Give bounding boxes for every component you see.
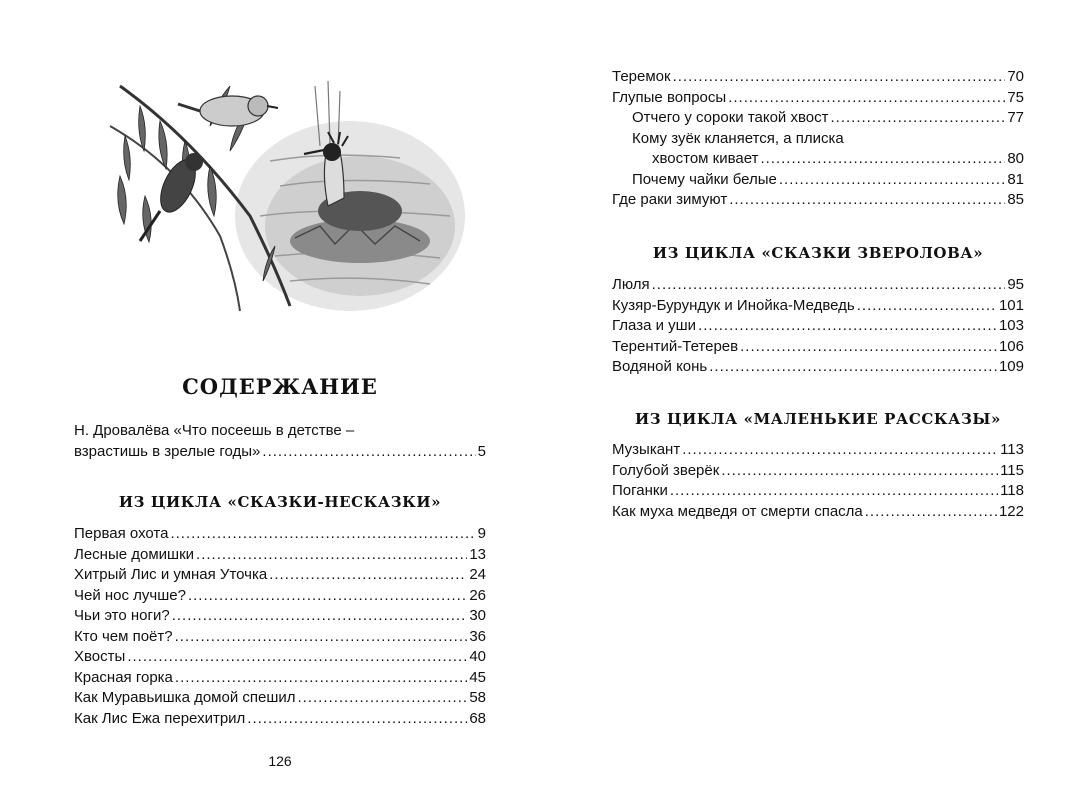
dot-leader — [298, 688, 468, 709]
toc-entry — [612, 502, 1024, 523]
entry-page: 80 — [1007, 150, 1024, 167]
entry-title: Люля — [612, 276, 650, 293]
toc-entry — [612, 461, 1024, 482]
toc-entry — [74, 627, 486, 648]
toc-entry — [74, 565, 486, 586]
page-number: 126 — [268, 753, 292, 769]
toc-entry — [74, 545, 486, 566]
dot-leader — [673, 67, 1006, 88]
dot-leader — [269, 565, 467, 586]
dot-leader — [831, 108, 1006, 129]
entry-title: Первая охота — [74, 525, 169, 542]
entry-title: Глаза и уши — [612, 317, 697, 334]
dot-leader — [670, 481, 998, 502]
toc-entry — [74, 524, 486, 545]
dot-leader — [760, 149, 1005, 170]
entry-page: 115 — [1000, 461, 1024, 479]
entry-title: Терентий-Тетерев — [612, 337, 739, 355]
section-heading-skazki-zverolova: ИЗ ЦИКЛА «СКАЗКИ ЗВЕРОЛОВА» — [652, 244, 984, 262]
toc-list-continued — [612, 67, 1024, 211]
page-title: СОДЕРЖАНИЕ — [182, 374, 378, 399]
entry-title: Как Муравьишка домой спешил — [74, 689, 296, 706]
entry-title: Хитрый Лис и умная Уточка — [74, 566, 268, 583]
entry-page: 75 — [1007, 88, 1024, 106]
entry-page: 24 — [469, 566, 486, 583]
entry-page: 118 — [1000, 482, 1024, 499]
entry-page: 106 — [998, 337, 1024, 355]
toc-entry — [612, 296, 1024, 317]
entry-page: 9 — [477, 525, 486, 542]
entry-title: Музыкант — [612, 441, 681, 458]
intro-entry — [74, 421, 486, 462]
dot-leader — [740, 337, 997, 358]
dot-leader — [175, 668, 467, 689]
dot-leader — [262, 442, 475, 463]
entry-page: 95 — [1007, 276, 1024, 293]
toc-entry — [612, 337, 1024, 358]
entry-title: взрастишь в зрелые годы» — [74, 442, 261, 460]
entry-title: Поганки — [612, 482, 668, 499]
entry-page: 58 — [469, 689, 486, 706]
entry-page: 81 — [1007, 170, 1024, 188]
toc-entry — [74, 668, 486, 689]
entry-page: 30 — [469, 607, 486, 624]
entry-page: 113 — [1000, 441, 1024, 458]
dot-leader — [247, 709, 467, 730]
entry-page: 85 — [1007, 191, 1024, 208]
entry-page: 77 — [1007, 109, 1024, 126]
toc-entry — [612, 275, 1024, 296]
intro-entry-line2 — [74, 442, 486, 463]
intro-entry-line1: Н. Дровалёва «Что посеешь в детстве – — [74, 422, 355, 439]
toc-list-skazki-zverolova — [612, 275, 1024, 378]
entry-title: Чьи это ноги? — [74, 607, 170, 624]
dot-leader — [682, 440, 998, 461]
toc-entry — [74, 647, 486, 668]
toc-entry — [612, 170, 1024, 191]
entry-title: Кто чем поёт? — [74, 627, 173, 645]
dot-leader — [709, 357, 997, 378]
right-page — [542, 0, 1084, 800]
toc-entry — [74, 606, 486, 627]
section-heading-malenkie-rasskazy: ИЗ ЦИКЛА «МАЛЕНЬКИЕ РАССКАЗЫ» — [635, 410, 1001, 428]
entry-title: Хвосты — [74, 648, 126, 665]
dot-leader — [170, 524, 475, 545]
entry-title: хвостом кивает — [652, 150, 759, 167]
entry-page: 122 — [998, 502, 1024, 520]
bird-illustration-icon — [100, 66, 465, 316]
toc-entry — [612, 316, 1024, 337]
entry-page: 5 — [477, 442, 486, 460]
toc-entry — [74, 688, 486, 709]
entry-title: Голубой зверёк — [612, 461, 720, 479]
entry-page: 45 — [469, 668, 486, 686]
entry-title: Водяной конь — [612, 358, 708, 375]
toc-entry — [612, 440, 1024, 461]
entry-page: 13 — [469, 545, 486, 563]
entry-page: 40 — [469, 648, 486, 665]
dot-leader — [196, 545, 467, 566]
dot-leader — [652, 275, 1006, 296]
dot-leader — [698, 316, 997, 337]
toc-entry — [612, 108, 1024, 129]
dot-leader — [172, 606, 468, 627]
entry-page: 68 — [469, 709, 486, 727]
entry-page: 109 — [998, 358, 1024, 375]
toc-entry — [612, 67, 1024, 88]
toc-entry — [612, 481, 1024, 502]
toc-entry — [612, 88, 1024, 109]
dot-leader — [127, 647, 467, 668]
dot-leader — [729, 190, 1005, 211]
dot-leader — [857, 296, 997, 317]
entry-page: 70 — [1007, 68, 1024, 85]
entry-title: Глупые вопросы — [612, 88, 727, 106]
entry-title: Отчего у сороки такой хвост — [632, 109, 829, 126]
dot-leader — [721, 461, 998, 482]
entry-title: Как Лис Ежа перехитрил — [74, 709, 246, 727]
entry-title: Почему чайки белые — [632, 170, 777, 188]
entry-title: Лесные домишки — [74, 545, 195, 563]
entry-title: Где раки зимуют — [612, 191, 728, 208]
entry-title: Красная горка — [74, 668, 173, 686]
toc-list-malenkie-rasskazy — [612, 440, 1024, 522]
toc-entry — [612, 149, 1024, 170]
toc-entry — [74, 709, 486, 730]
dot-leader — [175, 627, 468, 648]
dot-leader — [188, 586, 467, 607]
entry-page: 36 — [469, 627, 486, 645]
dot-leader — [779, 170, 1005, 191]
toc-entry — [612, 190, 1024, 211]
entry-title: Чей нос лучше? — [74, 586, 186, 604]
entry-title: Как муха медведя от смерти спасла — [612, 502, 863, 520]
entry-title: Кузяр-Бурундук и Инойка-Медведь — [612, 296, 855, 314]
section-heading-skazki-neskazki: ИЗ ЦИКЛА «СКАЗКИ-НЕСКАЗКИ» — [118, 493, 442, 511]
toc-entry — [74, 586, 486, 607]
dot-leader — [728, 88, 1005, 109]
dot-leader — [865, 502, 997, 523]
entry-page: 101 — [998, 296, 1024, 314]
entry-page: 103 — [998, 317, 1024, 334]
toc-entry — [612, 357, 1024, 378]
toc-entry-line: Кому зуёк кланяется, а плиска — [632, 129, 844, 147]
entry-title: Теремок — [612, 68, 671, 85]
entry-page: 26 — [469, 586, 486, 604]
toc-list-skazki-neskazki — [74, 524, 486, 729]
